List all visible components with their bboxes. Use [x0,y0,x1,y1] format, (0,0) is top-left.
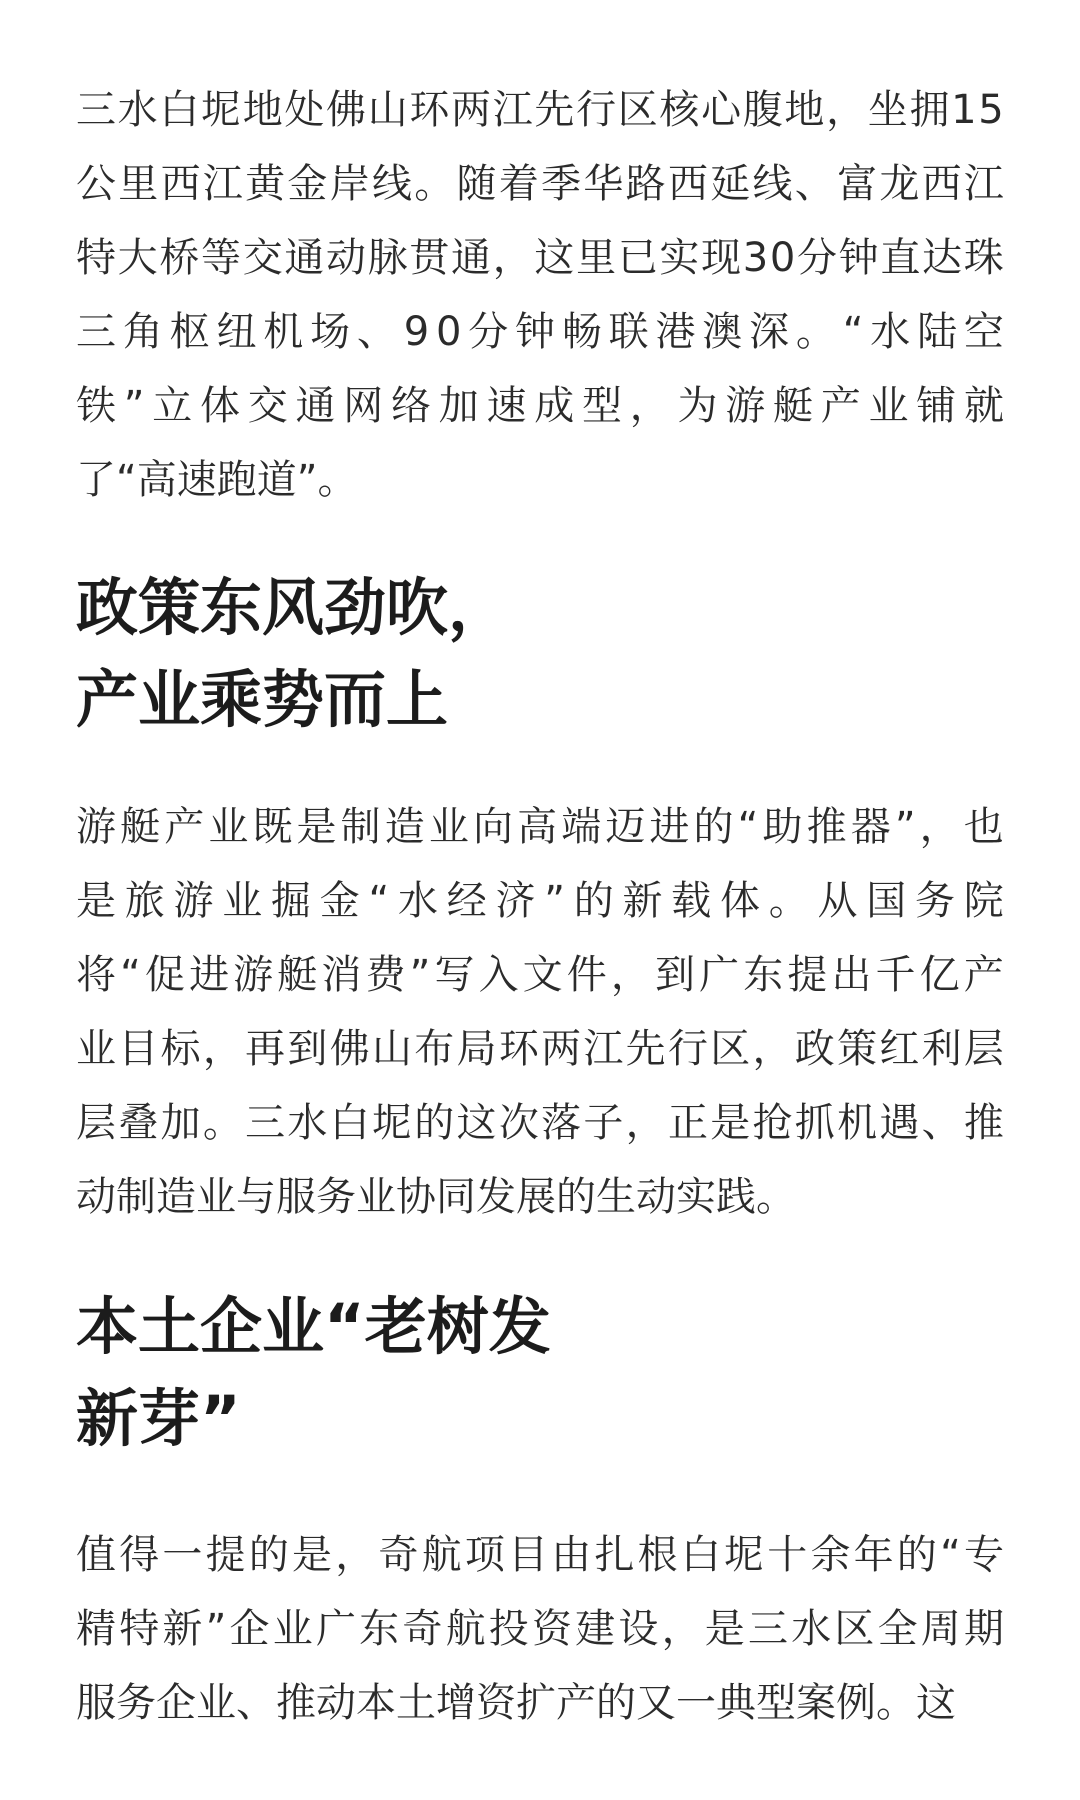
paragraph-line: 层 叠 加 。 三 水 白 坭 的 这 次 落 子 ， 正 是 抢 抓 机 遇 、 推 [76,1100,1004,1146]
paragraph-line: 值 得 一 提 的 是 ， 奇 航 项 目 由 扎 根 白 坭 十 余 年 的 “ 专 [76,1532,1004,1578]
paragraph-line: 动制造业与服务业协同发展的生动实践。 [76,1174,796,1220]
paragraph-line: 三 角 枢 纽 机 场 、 9 0 分 钟 畅 联 港 澳 深 。 “ 水 陆 空 [76,309,1004,355]
paragraph-line: 三 水 白 坭 地 处 佛 山 环 两 江 先 行 区 核 心 腹 地 ， 坐 拥 1 5 [76,87,1004,133]
paragraph-line: 业 目 标 ， 再 到 佛 山 布 局 环 两 江 先 行 区 ， 政 策 红 利 层 [76,1026,1004,1072]
paragraph-line: 精 特 新 ” 企 业 广 东 奇 航 投 资 建 设 ， 是 三 水 区 全 周 期 [76,1606,1004,1652]
paragraph-line: 铁 ” 立 体 交 通 网 络 加 速 成 型 ， 为 游 艇 产 业 铺 就 [76,383,1004,429]
paragraph-line: 服务企业、推动本土增资扩产的又一典型案例。这 [76,1680,956,1726]
paragraph-line: 游 艇 产 业 既 是 制 造 业 向 高 端 迈 进 的 “ 助 推 器 ” ， 也 [76,804,1004,850]
paragraph-line: 特 大 桥 等 交 通 动 脉 贯 通 ， 这 里 已 实 现 3 0 分 钟 直 达 珠 [76,235,1004,281]
paragraph-line: 了“高速跑道”。 [76,457,358,503]
section-heading-line: 本土企业“老树发 [76,1290,551,1363]
paragraph-line: 将 “ 促 进 游 艇 消 费 ” 写 入 文 件 ， 到 广 东 提 出 千 亿 产 [76,952,1004,998]
paragraph-line: 公 里 西 江 黄 金 岸 线 。 随 着 季 华 路 西 延 线 、 富 龙 西 江 [76,161,1004,207]
section-heading-line: 新芽” [76,1382,241,1455]
paragraph-line: 是 旅 游 业 掘 金 “ 水 经 济 ” 的 新 载 体 。 从 国 务 院 [76,878,1004,924]
section-heading-line: 政策东风劲吹， [76,571,511,644]
section-heading-line: 产业乘势而上 [76,663,449,736]
